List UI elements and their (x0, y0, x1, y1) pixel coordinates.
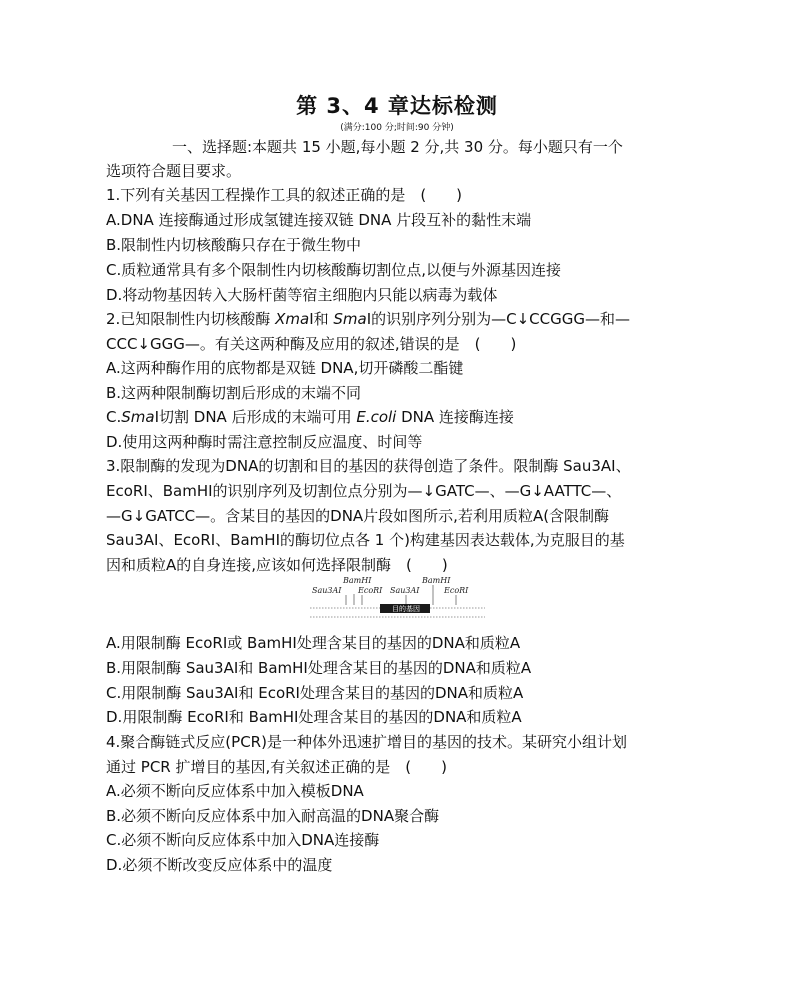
section-heading-line1: 一、选择题:本题共 15 小题,每小题 2 分,共 30 分。每小题只有一个 (172, 138, 623, 156)
q2-text: C. (106, 408, 122, 426)
q1-option-a: A.DNA 连接酶通过形成氢键连接双链 DNA 片段互补的黏性末端 (106, 211, 532, 229)
sma-enzyme: Sma (121, 408, 155, 426)
q3-stem-line1: 3.限制酶的发现为DNA的切割和目的基因的获得创造了条件。限制酶 Sau3AⅠ、 (106, 457, 631, 475)
ecoli-name: E.coli (356, 408, 397, 426)
q3-stem-line3: —G↓GATCC—。含某目的基因的DNA片段如图所示,若利用质粒A(含限制酶 (106, 507, 610, 525)
q3-stem-line5: 因和质粒A的自身连接,应该如何选择限制酶 ( ) (106, 556, 448, 574)
q1-option-b: B.限制性内切核酸酶只存在于微生物中 (106, 236, 362, 254)
q2-stem-line2: CCC↓GGG—。有关这两种酶及应用的叙述,错误的是 ( ) (106, 335, 517, 353)
q1-option-d: D.将动物基因转入大肠杆菌等宿主细胞内只能以病毒为载体 (106, 286, 498, 304)
q3-option-b: B.用限制酶 Sau3AⅠ和 BamHⅠ处理含某目的基因的DNA和质粒A (106, 659, 532, 677)
q2-text: DNA 连接酶连接 (396, 408, 514, 426)
site-label-bamh1-a: BamHⅠ (343, 576, 372, 585)
q4-stem-line1: 4.聚合酶链式反应(PCR)是一种体外迅速扩增目的基因的技术。某研究小组计划 (106, 733, 627, 751)
q4-option-a: A.必须不断向反应体系中加入模板DNA (106, 782, 364, 800)
q1-stem: 1.下列有关基因工程操作工具的叙述正确的是 ( ) (106, 186, 463, 204)
q2-text: 2.已知限制性内切核酸酶 (106, 310, 276, 328)
section-heading-line2: 选项符合题目要求。 (106, 162, 242, 180)
q3-option-c: C.用限制酶 Sau3AⅠ和 EcoRⅠ处理含某目的基因的DNA和质粒A (106, 684, 524, 702)
q2-text: Ⅰ和 (309, 310, 334, 328)
q2-option-a: A.这两种酶作用的底物都是双链 DNA,切开磷酸二酯键 (106, 359, 464, 377)
q2-stem-line1 (106, 309, 630, 329)
target-gene-label: 目的基因 (392, 605, 420, 613)
sma-enzyme: Sma (333, 310, 367, 328)
xma-enzyme: Xma (275, 310, 310, 328)
restriction-site-diagram (310, 575, 485, 625)
q3-option-a: A.用限制酶 EcoRⅠ或 BamHⅠ处理含某目的基因的DNA和质粒A (106, 634, 521, 652)
q3-stem-line2: EcoRⅠ、BamHⅠ的识别序列及切割位点分别为—↓GATC—、—G↓AATTC—、 (106, 482, 622, 500)
site-label-sau3a1-a: Sau3AⅠ (312, 586, 342, 595)
q2-option-c (106, 407, 514, 427)
q2-text: Ⅰ切割 DNA 后形成的末端可用 (154, 408, 357, 426)
q3-stem-line4: Sau3AⅠ、EcoRⅠ、BamHⅠ的酶切位点各 1 个)构建基因表达载体,为克服目的基 (106, 531, 625, 549)
site-label-ecor1-b: EcoRⅠ (444, 586, 469, 595)
page-subtitle: (满分:100 分;时间:90 分钟) (340, 123, 454, 133)
q4-option-c: C.必须不断向反应体系中加入DNA连接酶 (106, 831, 380, 849)
site-label-bamh1-b: BamHⅠ (422, 576, 451, 585)
q2-text: Ⅰ的识别序列分别为—C↓CCGGG—和— (366, 310, 631, 328)
site-label-ecor1-a: EcoRⅠ (358, 586, 383, 595)
q4-option-d: D.必须不断改变反应体系中的温度 (106, 856, 333, 874)
q4-option-b: B.必须不断向反应体系中加入耐高温的DNA聚合酶 (106, 807, 440, 825)
q2-option-d: D.使用这两种酶时需注意控制反应温度、时间等 (106, 433, 423, 451)
site-label-sau3a1-b: Sau3AⅠ (390, 586, 420, 595)
page-title: 第 3、4 章达标检测 (296, 94, 498, 118)
q1-option-c: C.质粒通常具有多个限制性内切核酸酶切割位点,以便与外源基因连接 (106, 261, 562, 279)
q4-stem-line2: 通过 PCR 扩增目的基因,有关叙述正确的是 ( ) (106, 758, 447, 776)
q3-option-d: D.用限制酶 EcoRⅠ和 BamHⅠ处理含某目的基因的DNA和质粒A (106, 708, 522, 726)
q2-option-b: B.这两种限制酶切割后形成的末端不同 (106, 384, 362, 402)
